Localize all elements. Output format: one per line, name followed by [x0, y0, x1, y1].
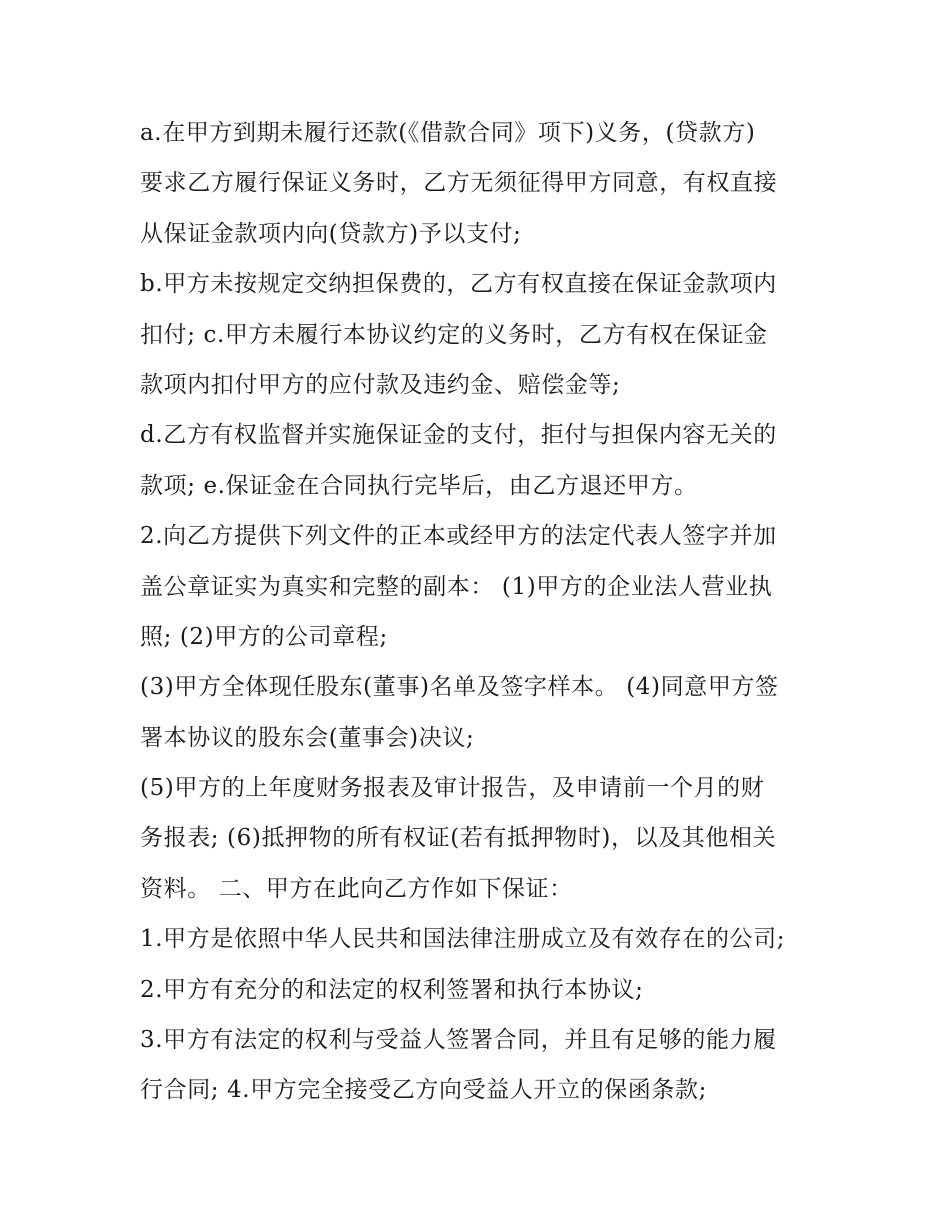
document-body: [140, 108, 820, 1116]
text-line: 照; (2)甲方的公司章程;: [140, 623, 388, 650]
text-line: 署本协议的股东会(董事会)决议;: [140, 724, 475, 751]
text-line: 款项内扣付甲方的应付款及违约金、赔偿金等;: [140, 371, 621, 398]
text-line: 从保证金款项内向(贷款方)予以支付;: [140, 220, 522, 247]
text-line: b.甲方未按规定交纳担保费的，乙方有权直接在保证金款项内: [140, 271, 777, 298]
text-line: 资料。 二、甲方在此向乙方作如下保证：: [140, 875, 573, 902]
text-line: 1.甲方是依照中华人民共和国法律注册成立及有效存在的公司;: [140, 926, 786, 953]
text-line: (3)甲方全体现任股东(董事)名单及签字样本。 (4)同意甲方签: [140, 674, 779, 701]
text-line: a.在甲方到期未履行还款(《借款合同》项下)义务，(贷款方): [140, 120, 756, 146]
text-line: 务报表; (6)抵押物的所有权证(若有抵押物时)，以及其他相关: [140, 825, 777, 852]
text-line: 盖公章证实为真实和完整的副本： (1)甲方的企业法人营业执: [140, 573, 773, 600]
text-line: 行合同; 4.甲方完全接受乙方向受益人开立的保函条款;: [140, 1077, 707, 1104]
text-line: d.乙方有权监督并实施保证金的支付，拒付与担保内容无关的: [140, 422, 777, 449]
text-line: 款项; e.保证金在合同执行完毕后，由乙方退还甲方。: [140, 472, 698, 499]
text-line: 3.甲方有法定的权利与受益人签署合同，并且有足够的能力履: [140, 1027, 777, 1054]
text-line: 要求乙方履行保证义务时，乙方无须征得甲方同意，有权直接: [140, 170, 778, 197]
text-line: 2.甲方有充分的和法定的权利签署和执行本协议;: [140, 976, 644, 1003]
text-line: (5)甲方的上年度财务报表及审计报告，及申请前一个月的财: [140, 775, 765, 802]
text-line: 扣付; c.甲方未履行本协议约定的义务时，乙方有权在保证金: [140, 321, 768, 348]
text-line: 2.向乙方提供下列文件的正本或经甲方的法定代表人签字并加: [140, 523, 777, 550]
